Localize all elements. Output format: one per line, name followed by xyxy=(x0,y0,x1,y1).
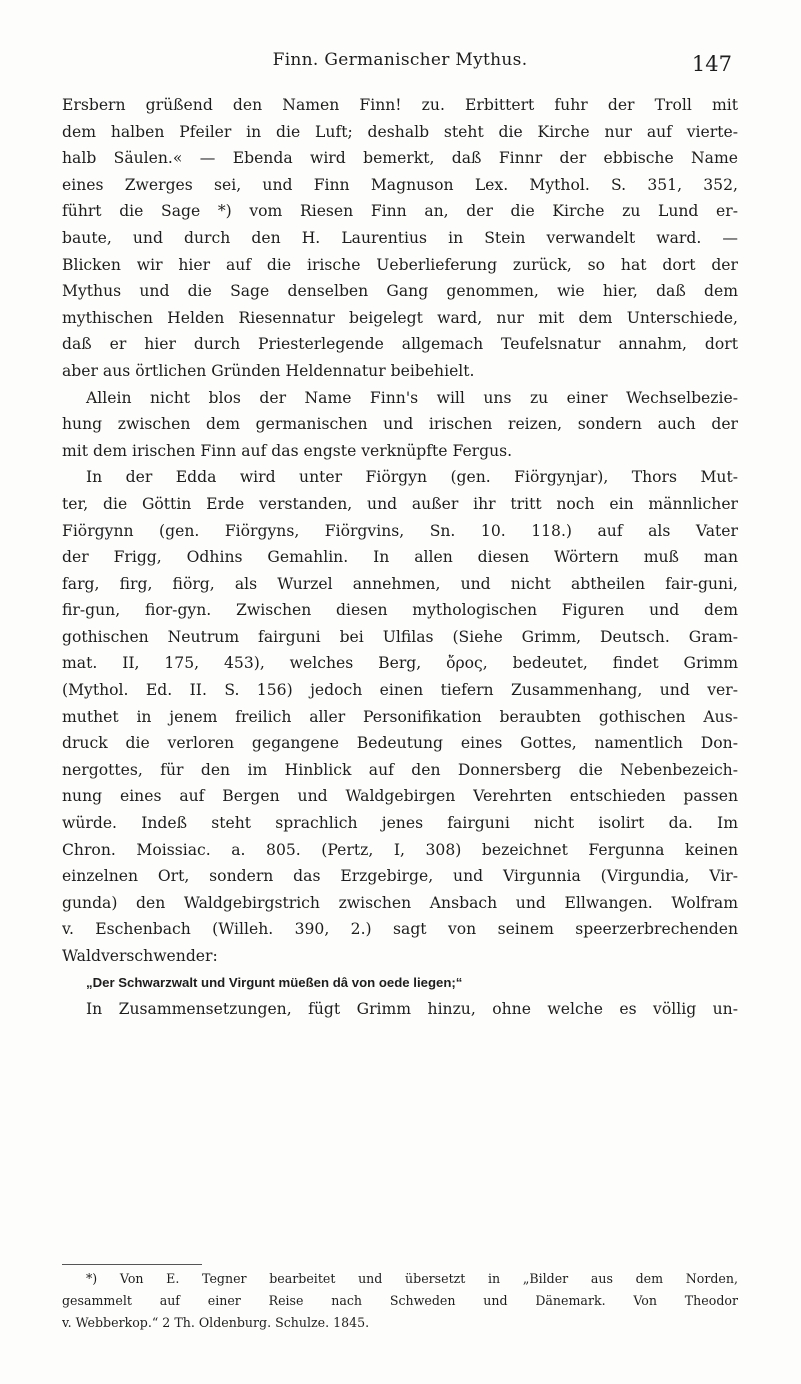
text-line: farg, firg, fiörg, als Wurzel annehmen, und nicht abtheilen fair-guni, xyxy=(62,574,738,593)
text-line: führt die Sage *) vom Riesen Finn an, der die Kirche zu Lund er- xyxy=(62,202,738,221)
text-line: daß er hier durch Priesterlegende allgemach Teufelsnatur annahm, dort xyxy=(62,335,738,354)
text-line: Allein nicht blos der Name Finn's will uns zu einer Wechselbezie- xyxy=(86,388,738,407)
page-number: 147 xyxy=(691,52,732,76)
text-line: Chron. Moissiac. a. 805. (Pertz, I, 308) bezeichnet Fergunna keinen xyxy=(62,840,738,859)
text-line: nung eines auf Bergen und Waldgebirgen Verehrten entschieden passen xyxy=(62,787,738,806)
text-line: v. Eschenbach (Willeh. 390, 2.) sagt von seinem speerzerbrechenden xyxy=(62,920,738,939)
text-line: nergottes, für den im Hinblick auf den Donnersberg die Nebenbezeich- xyxy=(62,760,738,779)
text-line: mit dem irischen Finn auf das engste verknüpfte Fergus. xyxy=(62,441,513,460)
text-line: würde. Indeß steht sprachlich jenes fairguni nicht isolirt da. Im xyxy=(62,814,738,833)
text-line: hung zwischen dem germanischen und irischen reizen, sondern auch der xyxy=(62,415,738,434)
text-line: Mythus und die Sage denselben Gang genommen, wie hier, daß dem xyxy=(62,282,738,301)
text-line: einzelnen Ort, sondern das Erzgebirge, und Virgunnia (Virgundia, Vir- xyxy=(62,867,738,886)
text-line: der Frigg, Odhins Gemahlin. In allen diesen Wörtern muß man xyxy=(62,548,738,567)
text-line: muthet in jenem freilich aller Personifikation beraubten gothischen Aus- xyxy=(62,707,738,726)
text-line: eines Zwerges sei, und Finn Magnuson Lex. Mythol. S. 351, 352, xyxy=(62,175,738,194)
verse-quote: „Der Schwarzwalt und Virgunt müeßen dâ von oede liegen;“ xyxy=(86,974,463,990)
text-line: druck die verloren gegangene Bedeutung eines Gottes, namentlich Don- xyxy=(62,734,738,753)
footnote-line: *) Von E. Tegner bearbeitet und übersetzt in „Bilder aus dem Norden, xyxy=(86,1271,738,1286)
text-line: In der Edda wird unter Fiörgyn (gen. Fiörgynjar), Thors Mut- xyxy=(86,468,738,487)
text-line: fir-gun, fior-gyn. Zwischen diesen mythologischen Figuren und dem xyxy=(62,601,738,620)
footnote-line: v. Webberkop.“ 2 Th. Oldenburg. Schulze. 1845. xyxy=(62,1315,370,1330)
footnotes xyxy=(62,1268,738,1334)
text-line: Fiörgynn (gen. Fiörgyns, Fiörgvins, Sn. 10. 118.) auf als Vater xyxy=(62,521,738,540)
text-line: Waldverschwender: xyxy=(62,947,218,965)
text-line: dem halben Pfeiler in die Luft; deshalb steht die Kirche nur auf vierte- xyxy=(62,122,738,141)
footnote-divider xyxy=(62,1264,202,1265)
running-title: Finn. Germanischer Mythus. xyxy=(272,50,528,70)
text-line: baute, und durch den H. Laurentius in Stein verwandelt ward. — xyxy=(62,228,738,247)
text-line: gunda) den Waldgebirgstrich zwischen Ansbach und Ellwangen. Wolfram xyxy=(62,893,738,912)
body-text xyxy=(62,92,738,1023)
text-line: aber aus örtlichen Gründen Heldennatur beibehielt. xyxy=(62,361,475,380)
text-line: mat. II, 175, 453), welches Berg, ὄρος, bedeutet, findet Grimm xyxy=(62,654,738,673)
text-line: (Mythol. Ed. II. S. 156) jedoch einen tiefern Zusammenhang, und ver- xyxy=(62,681,738,700)
text-line: ter, die Göttin Erde verstanden, und außer ihr tritt noch ein männlicher xyxy=(62,494,738,513)
text-line: gothischen Neutrum fairguni bei Ulfilas (Siehe Grimm, Deutsch. Gram- xyxy=(62,627,738,646)
text-line: Blicken wir hier auf die irische Ueberlieferung zurück, so hat dort der xyxy=(62,255,738,274)
footnote-line: gesammelt auf einer Reise nach Schweden und Dänemark. Von Theodor xyxy=(62,1293,738,1308)
text-line: Ersbern grüßend den Namen Finn! zu. Erbittert fuhr der Troll mit xyxy=(62,96,738,114)
text-line: In Zusammensetzungen, fügt Grimm hinzu, ohne welche es völlig un- xyxy=(86,1000,738,1019)
running-head xyxy=(70,50,730,80)
text-line: mythischen Helden Riesennatur beigelegt ward, nur mit dem Unterschiede, xyxy=(62,308,738,327)
text-line: halb Säulen.« — Ebenda wird bemerkt, daß Finnr der ebbische Name xyxy=(62,149,738,168)
